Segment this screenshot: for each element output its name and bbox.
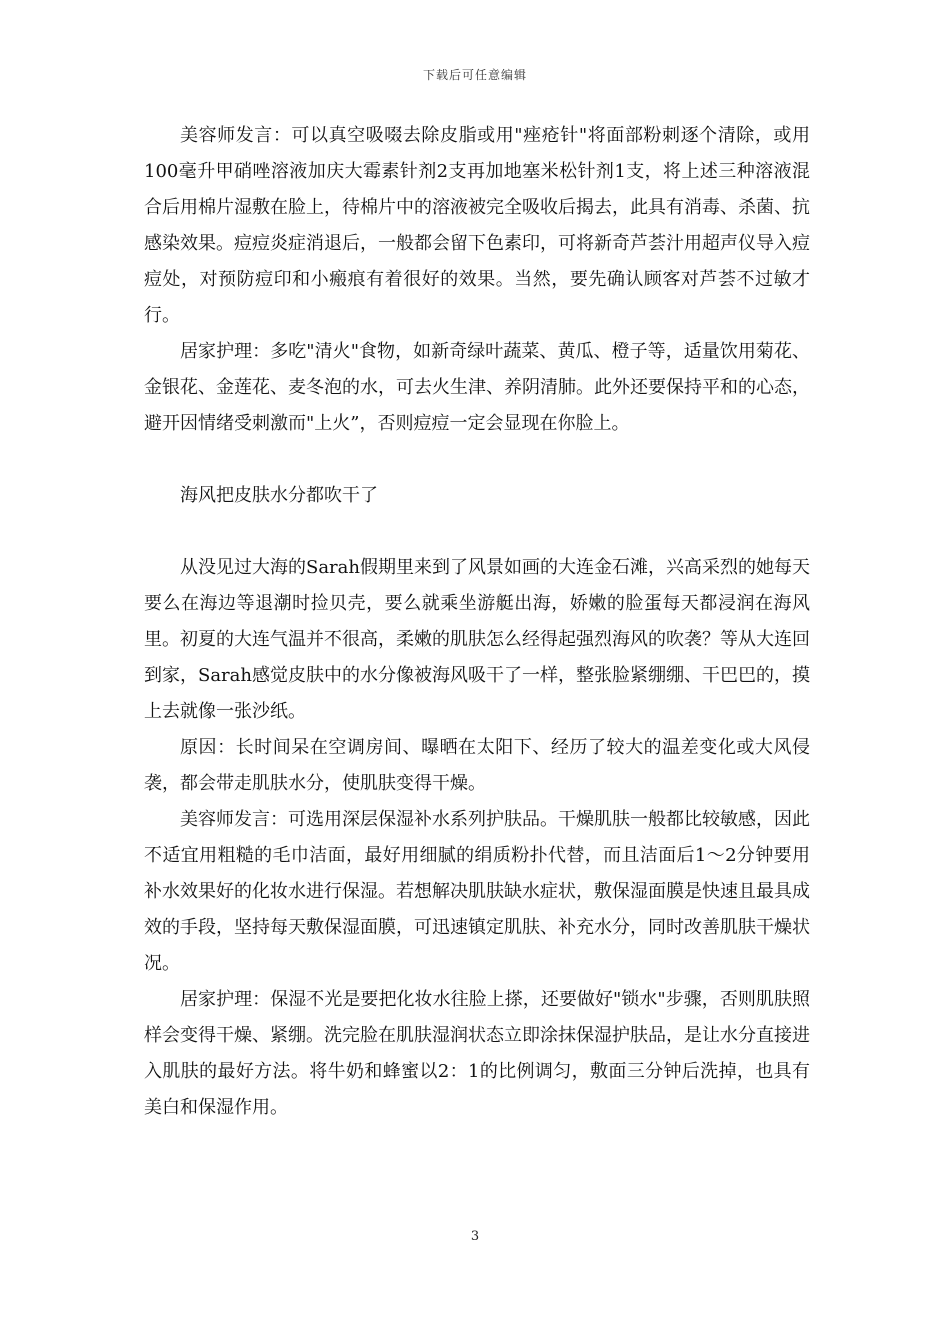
paragraph-home-care-acne: 居家护理：多吃"清火"食物，如新奇绿叶蔬菜、黄瓜、橙子等，适量饮用菊花、金银花、金莲花、麦冬泡的水，可去火生津、养阴清肺。此外还要保持平和的心态，避开因情绪受刺激而"上火”，否则痘痘一定会显现在你脸上。 (144, 341, 810, 434)
section-heading-sea-wind: 海风把皮肤水分都吹干了 (180, 485, 378, 506)
paragraph-home-care-dry: 居家护理：保湿不光是要把化妆水往脸上搽，还要做好"锁水"步骤，否则肌肤照样会变得干燥、紧绷。洗完脸在肌肤湿润状态立即涂抹保湿护肤品，是让水分直接进入肌肤的最好方法。将牛奶和蜂蜜以2：1的比例调匀，敷面三分钟后洗掉，也具有美白和保湿作用。 (144, 989, 810, 1118)
paragraph-beautician-advice-dry: 美容师发言：可选用深层保湿补水系列护肤品。干燥肌肤一般都比较敏感，因此不适宜用粗糙的毛巾洁面，最好用细腻的绢质粉扑代替，而且洁面后1～2分钟要用补水效果好的化妆水进行保湿。若想解决肌肤缺水症状，敷保湿面膜是快速且最具成效的手段，坚持每天敷保湿面膜，可迅速镇定肌肤、补充水分，同时改善肌肤干燥状况。 (144, 809, 810, 974)
paragraph-beautician-advice-acne: 美容师发言：可以真空吸啜去除皮脂或用"痤疮针"将面部粉刺逐个清除，或用100毫升甲硝唑溶液加庆大霉素针剂2支再加地塞米松针剂1支，将上述三种溶液混合后用棉片湿敷在脸上，待棉片中的溶液被完全吸收后揭去，此具有消毒、杀菌、抗感染效果。痘痘炎症消退后，一般都会留下色素印，可将新奇芦荟汁用超声仪导入痘痘处，对预防痘印和小瘢痕有着很好的效果。当然，要先确认顾客对芦荟不过敏才行。 (144, 125, 810, 326)
paragraph-sarah-story: 从没见过大海的Sarah假期里来到了风景如画的大连金石滩，兴高采烈的她每天要么在海边等退潮时捡贝壳，要么就乘坐游艇出海，娇嫩的脸蛋每天都浸润在海风里。初夏的大连气温并不很高，柔嫩的肌肤怎么经得起强烈海风的吹袭？等从大连回到家，Sarah感觉皮肤中的水分像被海风吸干了一样，整张脸紧绷绷、干巴巴的，摸上去就像一张沙纸。 (144, 557, 810, 722)
document-body (144, 118, 810, 1126)
page-header: 下载后可任意编辑 (422, 68, 527, 82)
page-number: 3 (470, 1229, 480, 1244)
paragraph-cause: 原因：长时间呆在空调房间、曝晒在太阳下、经历了较大的温差变化或大风侵袭，都会带走肌肤水分，使肌肤变得干燥。 (144, 737, 810, 794)
